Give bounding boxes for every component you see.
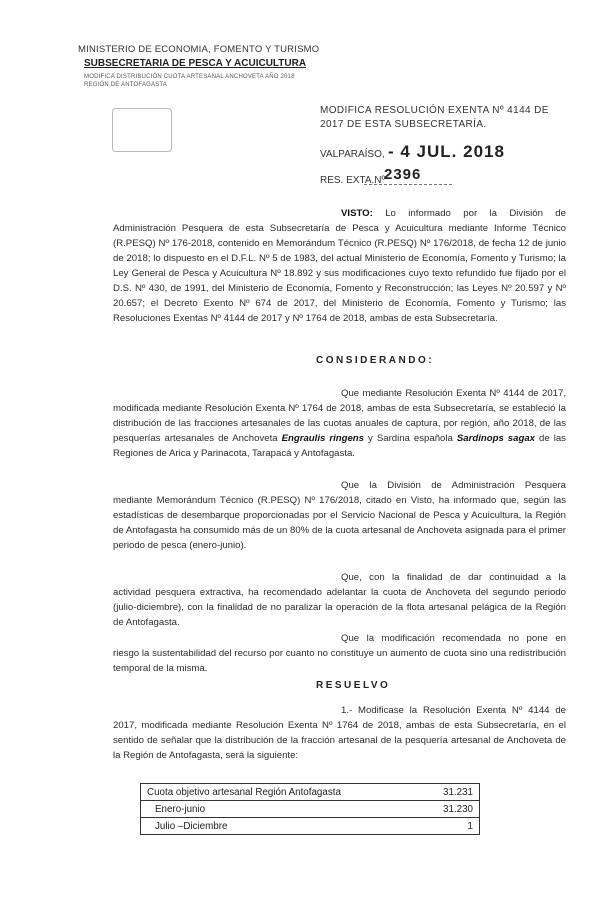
subject-block [320, 104, 570, 132]
res-number: 2396 [384, 166, 422, 183]
reference-line-1: MODIFICA DISTRIBUCIÓN CUOTA ARTESANAL ANCHOVETA AÑO 2018 [84, 74, 295, 80]
resuelvo-paragraph-1: 1.- Modificase la Resolución Exenta Nº 4144 de 2017, modificada mediante Resolución Exenta Nº 1764 de 2018, ambas de esta Subsecretaría, en el sentido de señalar que la distribución de la fracción artesanal de la pesquería artesanal de Anchoveta de la Región de Antofagasta, será la siguiente: [113, 705, 566, 761]
table-row [141, 784, 480, 801]
res-number-underline [364, 184, 452, 185]
species-engraulis: Engraulis ringens [281, 433, 364, 444]
considerando-paragraph-1 [113, 386, 566, 461]
visto-text: Lo informado por la División de Administración Pesquera de esta Subsecretaría de Pesca y Acuicultura mediante Informe Técnico (R.PESQ) Nº 176-2018, contenido en Memorándum Técnico (R.PESQ) Nº 176/2018, de fecha 12 de junio de 2018; lo dispuesto en el D.F.L. Nº 5 de 1983, del actual Ministerio de Economía, Fomento y Turismo; la Ley General de Pesca y Acuicultura Nº 18.892 y sus modificaciones cuyo texto refundido fue fijado por el D.S. Nº 430, de 1991, del Ministerio de Economía, Fomento y Reconstrucción; las Leyes Nº 20.597 y Nº 20.657; el Decreto Exento Nº 674 de 2017, del Ministerio de Economía, Fomento y Turismo; las Resoluciones Exentas Nº 4144 de 2017 y Nº 1764 de 2018, ambas de esta Subsecretaría. [113, 208, 566, 324]
visto-label: VISTO: [341, 208, 373, 219]
considerando-p1-b: y Sardina española [364, 433, 457, 444]
considerando-paragraph-4: Que la modificación recomendada no pone en riesgo la sustentabilidad del recurso por cuanto no constituye un aumento de cuota sino una redistribución temporal de la misma. [113, 633, 566, 674]
quota-period-1-label: Enero-junio [141, 801, 372, 818]
date-stamp: - 4 JUL. 2018 [388, 142, 505, 161]
quota-total-label: Cuota objetivo artesanal Región Antofagasta [141, 784, 372, 801]
reference-line-2: REGIÓN DE ANTOFAGASTA [84, 82, 167, 88]
quota-table [140, 783, 480, 835]
reception-stamp [112, 108, 172, 152]
res-label: RES. EXTA.Nº [320, 175, 386, 186]
subsecretaria-name: SUBSECRETARIA DE PESCA Y ACUICULTURA [84, 58, 307, 69]
species-sardinops: Sardinops sagax [456, 433, 536, 444]
considerando-p1-a: Que mediante Resolución Exenta Nº 4144 de 2017, modificada mediante Resolución Exenta Nº 1764 de 2018, ambas de esta Subsecretaría, se estableció la distribución de las fracciones artesanales de las cuotas anuales de captura, por región, año 2018, de las pesquerías artesanales de Anchoveta [113, 388, 566, 444]
quota-period-1-value: 31.230 [371, 801, 480, 818]
table-row [141, 818, 480, 835]
subject-line-2: 2017 DE ESTA SUBSECRETARÍA. [320, 119, 487, 130]
considerando-paragraph-3: Que, con la finalidad de dar continuidad a la actividad pesquera extractiva, ha recomendado adelantar la cuota de Anchoveta del segundo periodo (julio-diciembre), con la finalidad de no paralizar la operación de la flota artesanal pelágica de la Región de Antofagasta. [113, 572, 566, 628]
table-row [141, 801, 480, 818]
subject-line-1: MODIFICA RESOLUCIÓN EXENTA Nº 4144 DE [320, 105, 549, 116]
visto-paragraph [113, 206, 566, 326]
quota-period-2-label: Julio –Diciembre [141, 818, 372, 835]
ministry-name: MINISTERIO DE ECONOMIA, FOMENTO Y TURISMO [78, 44, 320, 55]
considerando-paragraph-2: Que la División de Administración Pesquera mediante Memorándum Técnico (R.PESQ) Nº 176/2018, citado en Visto, ha informado que, según las estadísticas de desembarque proporcionadas por el Servicio Nacional de Pesca y Acuicultura, la Región de Antofagasta ha consumido más de un 80% de la cuota artesanal de Anchoveta asignada para el primer periodo de pesca (enero-junio). [113, 480, 566, 551]
place-label: VALPARAÍSO, [320, 149, 385, 160]
quota-total-value: 31.231 [371, 784, 480, 801]
resuelvo-heading: RESUELVO [316, 680, 391, 691]
considerando-heading: CONSIDERANDO: [316, 355, 435, 366]
considerando-p1-c: de las Regiones de Arica y Parinacota, Tarapacá y Antofagasta. [113, 433, 566, 459]
quota-period-2-value: 1 [371, 818, 480, 835]
